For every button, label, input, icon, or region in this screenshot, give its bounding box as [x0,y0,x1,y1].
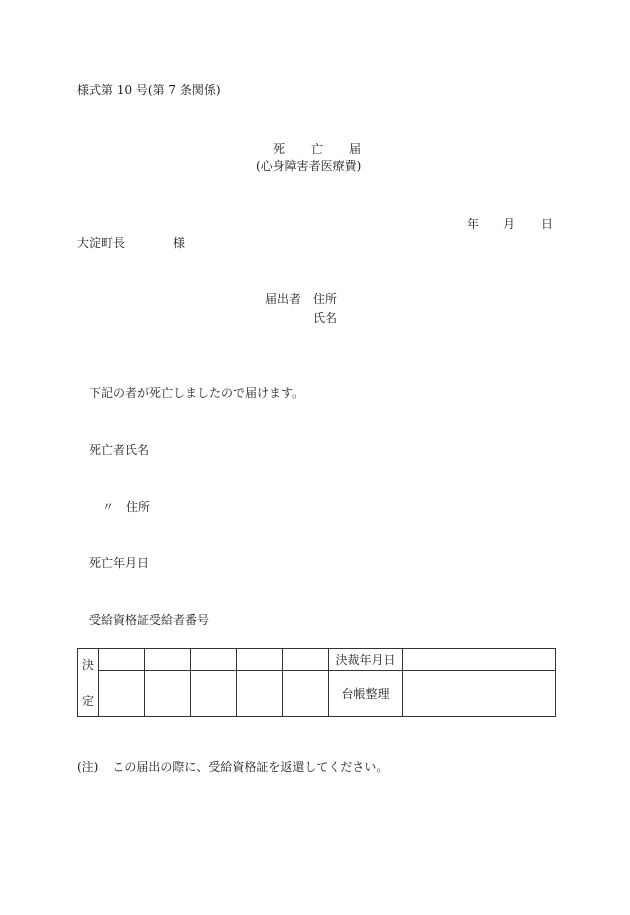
date-month-label: 月 [503,217,516,231]
stamp-cell[interactable] [283,649,329,671]
title-char-3: 届 [349,142,362,156]
stamp-cell[interactable] [145,649,191,671]
statement: 下記の者が死亡しましたので届けます。 [89,386,305,400]
decision-table [77,648,556,717]
reporter-address-label: 住所 [313,292,338,306]
decision-date-label: 決裁年月日 [329,649,403,671]
ledger-label: 台帳整理 [329,671,403,717]
title [273,143,361,155]
stamp-cell[interactable] [237,649,283,671]
reporter-name-label: 氏名 [313,311,338,325]
date-day-label: 日 [541,217,554,231]
reporter-address-row [265,293,337,305]
date-line [467,218,553,230]
decision-side-label-bottom: 定 [81,693,94,708]
addressee-honorific: 様 [173,236,186,250]
stamp-cell[interactable] [99,649,145,671]
note-text: この届出の際に、受給資格証を返還してください。 [112,760,389,774]
decision-side-cell [78,649,99,717]
title-char-1: 死 [273,142,286,156]
ledger-value[interactable] [403,671,556,717]
stamp-cell[interactable] [191,649,237,671]
deceased-address-label: 住所 [126,500,151,514]
deceased-address-row [102,501,150,513]
death-date-label: 死亡年月日 [89,556,150,570]
certificate-number-label: 受給資格証受給者番号 [89,613,210,627]
subtitle: (心身障害者医療費) [256,159,362,173]
ditto-mark: 〃 [102,500,115,514]
decision-side-label-top: 決 [81,657,94,672]
stamp-cell[interactable] [145,671,191,717]
note-mark: (注) [77,760,99,774]
note [77,761,388,773]
addressee-name: 大淀町長 [77,236,126,250]
title-char-2: 亡 [311,142,324,156]
form-number: 様式第 10 号(第 7 条関係) [77,83,221,97]
stamp-cell[interactable] [99,671,145,717]
decision-date-value[interactable] [403,649,556,671]
addressee [77,237,185,249]
reporter-label: 届出者 [265,292,302,306]
stamp-cell[interactable] [283,671,329,717]
stamp-cell[interactable] [191,671,237,717]
stamp-cell[interactable] [237,671,283,717]
deceased-name-label: 死亡者氏名 [89,443,150,457]
date-year-label: 年 [467,217,480,231]
